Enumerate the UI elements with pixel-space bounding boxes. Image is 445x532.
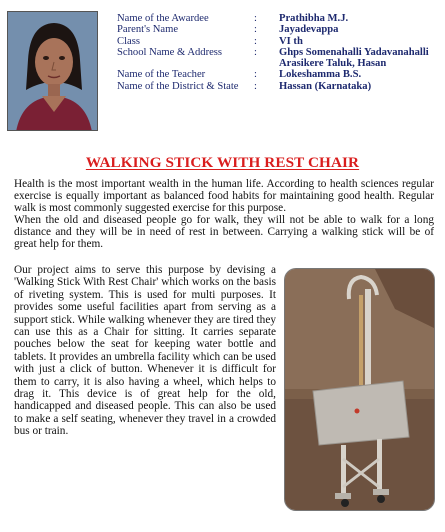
paragraph-1: Health is the most important wealth in the human life. According to health sciences regular exercise is equally important as balanced food habits for maintaining good health. Regular walk is most commonly suggested exercise for this purpose. bbox=[14, 178, 434, 215]
paragraph-3: Our project aims to serve this purpose by devising a 'Walking Stick With Rest Chair' which works on the basis of riveting system. This is used for multi purposes. It provides some useful facilities apart from serving as a support stick. While walking whenever they are tired they can use this as a Chair for sitting. It carries separate pouches below the seat for keeping water bottle and tablets. It provides an umbrella facility which can be used with just a click of button. Whenever it is difficult for them to carry, it is also having a wheel, which helps to drag it. This device is of great help for the old, handicapped and diseased people. This can also be used to make a self seating, whenever they travel in a crowded bus or train. bbox=[14, 264, 276, 438]
info-label: School Name & Address bbox=[117, 46, 223, 58]
info-colon: : bbox=[254, 13, 257, 24]
school-address: Arasikere Taluk, Hasan bbox=[279, 58, 387, 70]
article-body bbox=[14, 178, 434, 251]
info-colon: : bbox=[254, 35, 257, 47]
article-title bbox=[0, 154, 445, 172]
class-value: VI th bbox=[279, 35, 303, 47]
info-label: Name of the District & State bbox=[117, 80, 239, 92]
district-state: Hassan (Karnataka) bbox=[279, 80, 372, 92]
awardee-info bbox=[117, 13, 442, 92]
info-label-empty bbox=[117, 58, 254, 69]
parent-name: Jayadevappa bbox=[279, 24, 339, 36]
info-row-district bbox=[117, 81, 442, 92]
school-name: Ghps Somenahalli Yadavanahalli bbox=[279, 46, 429, 58]
awardee-name: Prathibha M.J. bbox=[279, 13, 349, 24]
info-row-teacher bbox=[117, 69, 442, 80]
article-title-text: WALKING STICK WITH REST CHAIR bbox=[85, 154, 360, 171]
info-label: Parent's Name bbox=[117, 24, 179, 36]
info-row-school-address bbox=[117, 58, 442, 69]
info-colon: : bbox=[254, 46, 257, 58]
info-colon: : bbox=[254, 80, 257, 92]
awardee-photo bbox=[7, 11, 98, 131]
info-label: Name of the Awardee bbox=[117, 13, 209, 24]
walking-stick-photo bbox=[284, 268, 435, 511]
teacher-name: Lokeshamma B.S. bbox=[279, 69, 362, 81]
info-row-class bbox=[117, 36, 442, 47]
info-colon: : bbox=[254, 24, 257, 36]
info-row-awardee bbox=[117, 13, 442, 24]
info-colon: : bbox=[254, 69, 257, 81]
info-row-school bbox=[117, 47, 442, 58]
info-colon-empty bbox=[254, 58, 279, 69]
info-label: Name of the Teacher bbox=[117, 69, 206, 81]
info-label: Class bbox=[117, 35, 140, 47]
paragraph-2: When the old and diseased people go for walk, they will not be able to walk for a long distance and they will be in need of rest in between. Carrying a walking stick will be of great help for them. bbox=[14, 214, 434, 251]
info-row-parent bbox=[117, 24, 442, 35]
